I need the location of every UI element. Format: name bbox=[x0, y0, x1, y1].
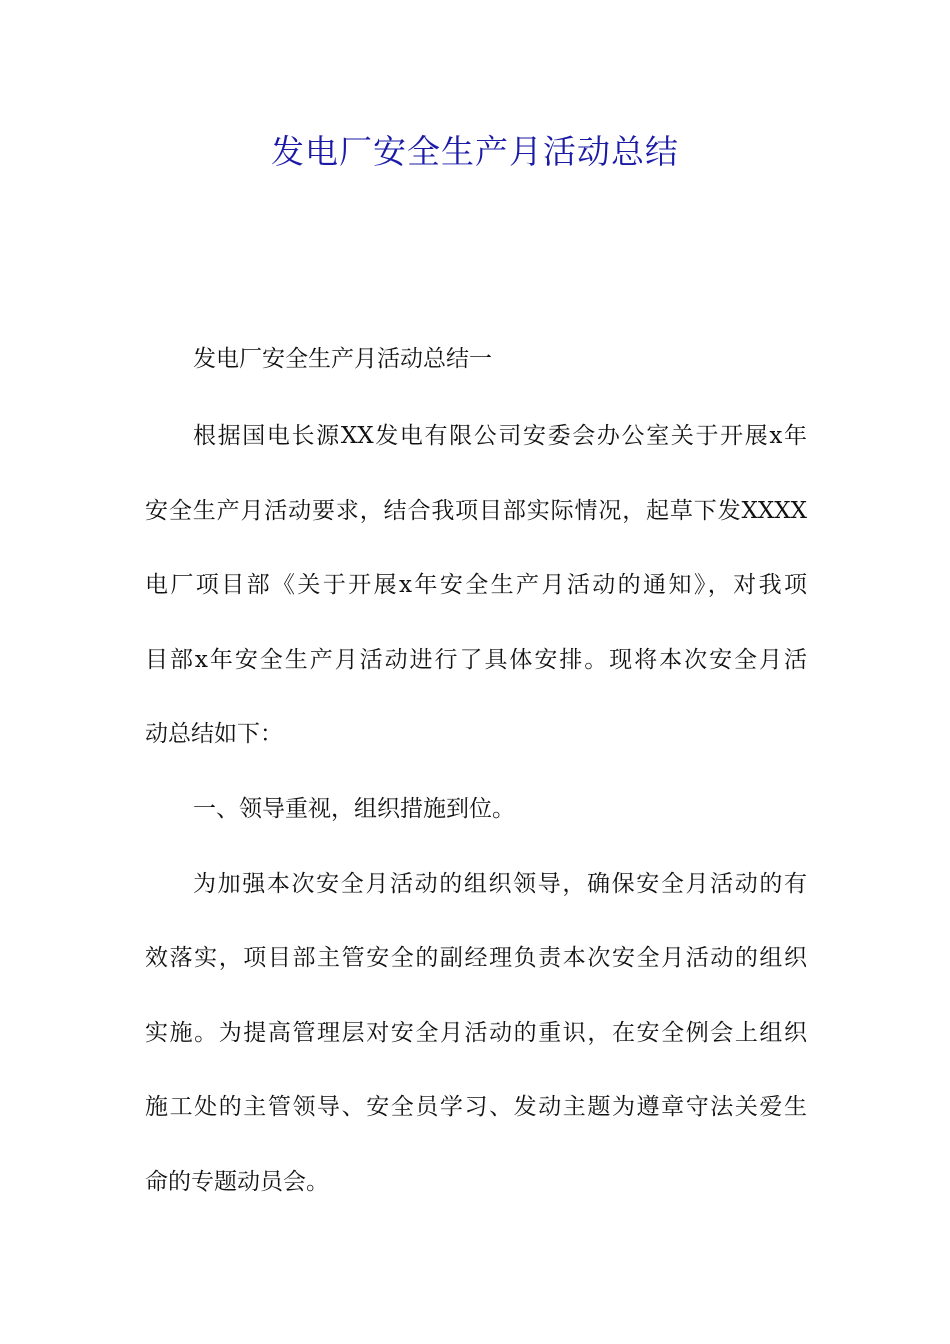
paragraph-line: 效落实，项目部主管安全的副经理负责本次安全月活动的组织 bbox=[145, 945, 807, 971]
paragraph-line: 为加强本次安全月活动的组织领导，确保安全月活动的有 bbox=[193, 871, 807, 897]
paragraph-line: 目部x年安全生产月活动进行了具体安排。现将本次安全月活 bbox=[145, 647, 807, 673]
paragraph-line: 动总结如下： bbox=[145, 721, 283, 747]
section-heading: 一、领导重视，组织措施到位。 bbox=[193, 796, 515, 822]
paragraph-line: 根据国电长源XX发电有限公司安委会办公室关于开展x年 bbox=[193, 423, 807, 449]
paragraph-line: 命的专题动员会。 bbox=[145, 1169, 329, 1195]
paragraph-line: 实施。为提高管理层对安全月活动的重识，在安全例会上组织 bbox=[145, 1020, 807, 1046]
paragraph-line: 施工处的主管领导、安全员学习、发动主题为遵章守法关爱生 bbox=[145, 1094, 807, 1120]
section-heading: 发电厂安全生产月活动总结一 bbox=[193, 346, 492, 372]
paragraph-line: 安全生产月活动要求，结合我项目部实际情况，起草下发XXXX bbox=[145, 498, 807, 524]
document-title: 发电厂安全生产月活动总结 bbox=[271, 132, 679, 171]
paragraph-line: 电厂项目部《关于开展x年安全生产月活动的通知》，对我项 bbox=[145, 572, 807, 598]
